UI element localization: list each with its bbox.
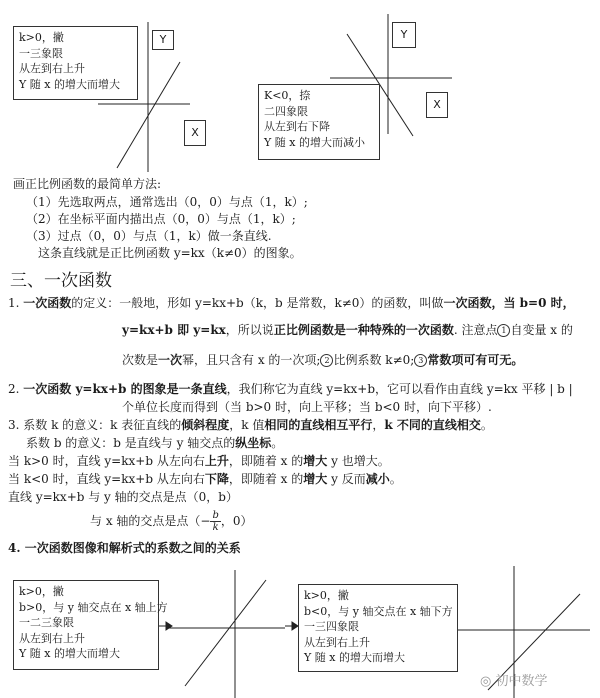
wechat-icon: ◎ (480, 674, 492, 689)
text: . 注意点 (453, 323, 498, 337)
text: 与 x 轴的交点是点（− (90, 514, 211, 528)
text: ，k 值 (229, 418, 265, 432)
p1-line2 (122, 322, 573, 338)
text: ，所以说 (225, 323, 274, 337)
bottom-right-info-box (298, 584, 458, 672)
text: 系数 b 的意义：b 是直线与 y 轴交点的 (26, 436, 236, 450)
text: 增大 (303, 472, 328, 486)
top-right-x-label: X (426, 92, 448, 118)
method-conclusion: 这条直线就是正比例函数 y=kx（k≠0）的图象。 (38, 246, 302, 260)
box-line: 一三象限 (19, 46, 63, 60)
text: ，即随着 x 的 (228, 472, 304, 486)
box-line: 从左到右上升 (19, 631, 85, 645)
section-title: 三、一次函数 (10, 271, 112, 291)
box-line: 从左到右下降 (264, 120, 330, 133)
text: k 不同的直线相交 (384, 418, 481, 432)
method-step-2: （2）在坐标平面内描出点（0，0）与点（1，k）; (26, 212, 296, 226)
text: 当 k<0 时，直线 y=kx+b 从左向右 (8, 472, 205, 486)
box-line: 从左到右上升 (304, 635, 370, 649)
text: 当 k>0 时，直线 y=kx+b 从左向右 (8, 454, 205, 468)
text: 上升 (204, 454, 229, 468)
p4-title: 4. 一次函数图像和解析式的系数之间的关系 (8, 541, 241, 555)
text: 。 (271, 436, 284, 450)
circled-number: 3 (414, 354, 427, 367)
p1-line3 (122, 352, 523, 368)
box-line: Y 随 x 的增大而增大 (19, 77, 120, 91)
text: 下降 (204, 472, 229, 486)
box-line: k>0，撇 (19, 31, 64, 44)
box-line: k>0，撇 (19, 585, 64, 598)
text: 一次函数 (443, 296, 492, 310)
box-line: k>0，撇 (304, 589, 349, 602)
p3-line5: 直线 y=kx+b 与 y 轴的交点是点（0，b） (8, 490, 238, 504)
text: ， (372, 418, 385, 432)
text: 。 (480, 418, 493, 432)
text: 的定义：一般地，形如 y=kx+b（k，b 是常数，k≠0）的函数，叫做 (71, 296, 444, 310)
box-line: 一二三象限 (19, 616, 74, 629)
fraction-denominator: k (212, 522, 219, 533)
text: 比例系数 k≠0; (333, 353, 415, 367)
p3-line6 (90, 510, 253, 533)
box-line: b<0，与 y 轴交点在 x 轴下方 (304, 604, 453, 618)
text: 纵坐标 (235, 436, 272, 450)
circled-number: 1 (497, 324, 510, 337)
text: 增大 (303, 454, 328, 468)
text: ，当 b=0 时， (491, 296, 575, 310)
text: 次数是 (122, 353, 159, 367)
text: 一次 (158, 353, 183, 367)
box-line: 一三四象限 (304, 620, 359, 633)
text: 相同的直线相互平行 (264, 418, 373, 432)
text: 常数项可有可无。 (427, 353, 524, 367)
text: y 也增大。 (327, 454, 390, 468)
circled-number: 2 (320, 354, 333, 367)
text: 3. 系数 k 的意义：k 表征直线的 (8, 418, 182, 432)
box-line: Y 随 x 的增大而增大 (304, 651, 405, 664)
p3-line4 (8, 471, 402, 487)
text: 幂，且只含有 x 的一次项; (182, 353, 321, 367)
p3-line3 (8, 453, 390, 469)
watermark (480, 670, 548, 689)
box-line: b>0，与 y 轴交点在 x 轴上方 (19, 600, 168, 614)
top-right-y-label: Y (392, 22, 416, 48)
top-left-info-box (13, 26, 138, 100)
top-right-info-box (258, 84, 380, 160)
text: 减小 (365, 472, 390, 486)
text: 正比例函数是一种特殊的一次函数 (273, 323, 454, 337)
text: y 反而 (327, 472, 366, 486)
text: ，我们称它为直线 y=kx+b，它可以看作由直线 y=kx 平移 | b | (226, 382, 573, 396)
text: y=kx+b 即 y=kx (122, 323, 226, 337)
method-title: 画正比例函数的最简单方法: (13, 177, 162, 191)
method-step-1: （1）先选取两点，通常选出（0，0）与点（1，k）; (26, 195, 308, 209)
p2-line1 (8, 381, 573, 397)
fraction (210, 510, 220, 533)
method-step-3: （3）过点（0，0）与点（1，k）做一条直线. (26, 229, 272, 243)
text: 倾斜程度 (181, 418, 230, 432)
top-left-x-label: X (184, 120, 206, 146)
fraction-numerator: b (212, 510, 219, 521)
box-line: Y 随 x 的增大而减小 (264, 135, 365, 149)
top-left-y-label: Y (152, 30, 174, 50)
text: 。 (389, 472, 402, 486)
p3-line2 (26, 435, 283, 451)
box-line: 二四象限 (264, 104, 308, 118)
p1-line1 (8, 295, 575, 311)
text: 一次函数 (23, 296, 72, 310)
p2-line2: 个单位长度而得到（当 b>0 时，向上平移；当 b<0 时，向下平移）. (122, 400, 492, 414)
box-line: K<0，捺 (264, 89, 311, 102)
bottom-left-graph-line (185, 580, 266, 686)
text: 自变量 x 的 (510, 323, 573, 337)
p3-line1 (8, 417, 493, 433)
box-line: Y 随 x 的增大而增大 (19, 647, 120, 660)
text: 一次函数 y=kx+b 的图象是一条直线 (23, 382, 227, 396)
bottom-left-info-box (13, 580, 168, 670)
text: 2. (8, 382, 24, 396)
text: 1. (8, 296, 24, 310)
box-line: 从左到右上升 (19, 62, 85, 75)
text: ，0） (220, 514, 253, 528)
text: ，即随着 x 的 (228, 454, 304, 468)
watermark-text: 初中数学 (495, 674, 548, 689)
